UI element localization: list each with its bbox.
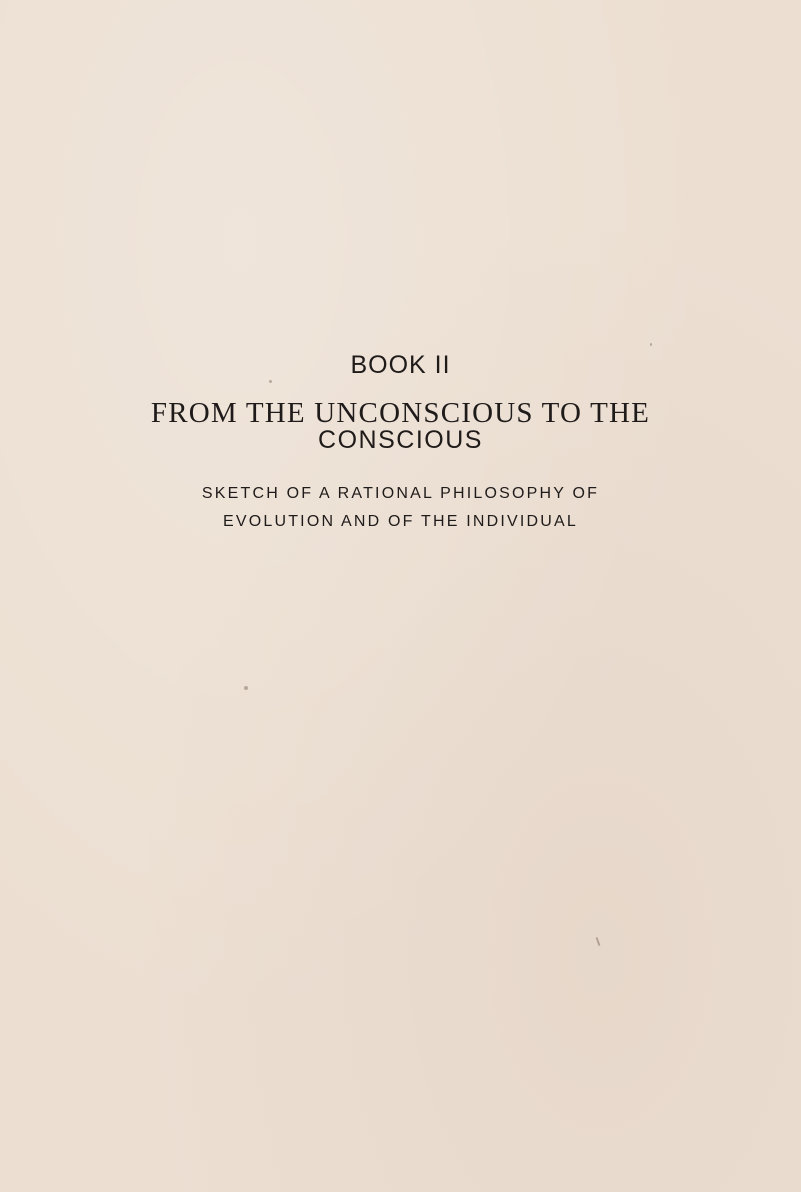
paper-speck	[650, 343, 652, 346]
book-subtitle-line-2: EVOLUTION AND OF THE INDIVIDUAL	[222, 513, 579, 530]
paper-speck	[244, 686, 248, 690]
book-subtitle-line-1: SKETCH OF A RATIONAL PHILOSOPHY OF	[201, 485, 600, 502]
paper-speck	[596, 937, 601, 946]
book-title-line-1: FROM THE UNCONSCIOUS TO THE	[150, 397, 651, 429]
book-title-line-2: CONSCIOUS	[318, 426, 483, 454]
paper-speck	[269, 380, 272, 383]
book-number-heading: BOOK II	[350, 351, 451, 379]
